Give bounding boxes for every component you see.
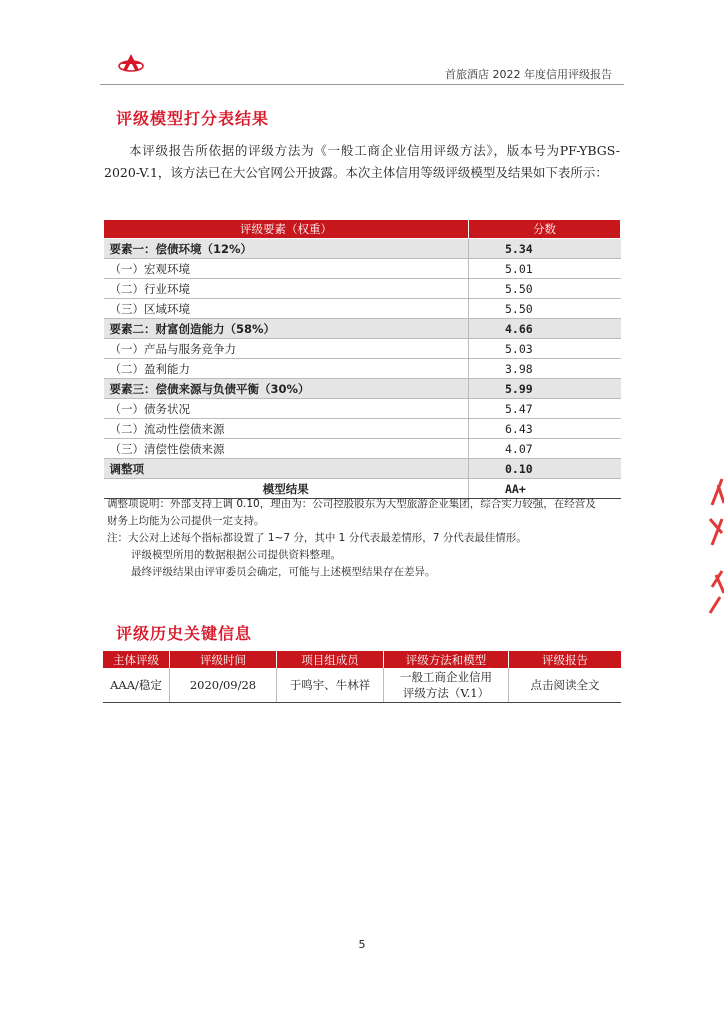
section-title-history: 评级历史关键信息 <box>116 624 253 643</box>
factor-score: 5.47 <box>469 399 621 419</box>
history-date: 2020/09/28 <box>170 668 277 703</box>
history-method <box>384 668 509 703</box>
table-row <box>104 439 621 459</box>
data-source-note: 评级模型所用的数据根据公司提供资料整理。 <box>131 549 341 561</box>
factor-name: （二）流动性偿债来源 <box>104 419 469 439</box>
intro-paragraph <box>104 140 620 184</box>
header-factor: 评级要素（权重） <box>104 220 469 239</box>
scale-note: 注：大公对上述每个指标都设置了 1~7 分，其中 1 分代表最差情形，7 分代表最佳情形。 <box>107 532 527 544</box>
header-score: 分数 <box>469 220 621 239</box>
table-row <box>104 239 621 259</box>
history-members: 于鸣宇、牛林祥 <box>277 668 384 703</box>
factor-name: （三）清偿性偿债来源 <box>104 439 469 459</box>
intro-text: 本评级报告所依据的评级方法为《一般工商企业信用评级方法》，版本号为PF-YBGS-2020-V.1，该方法已在大公官网公开披露。本次主体信用等级评级模型及结果如下表所示： <box>104 143 620 180</box>
factor-name: 要素三：偿债来源与负债平衡（30%） <box>104 379 469 399</box>
history-method-line2: 评级方法（V.1） <box>402 686 490 700</box>
factor-score: 5.50 <box>469 299 621 319</box>
factor-score: 6.43 <box>469 419 621 439</box>
factor-score: 0.10 <box>469 459 621 479</box>
section-title-model-score: 评级模型打分表结果 <box>116 109 270 128</box>
notes-block <box>107 496 623 581</box>
factor-name: 模型结果 <box>104 479 469 499</box>
table-row <box>104 339 621 359</box>
header-date: 评级时间 <box>170 651 277 668</box>
final-result-note: 最终评级结果由评审委员会确定，可能与上述模型结果存在差异。 <box>131 566 436 578</box>
factor-score: 5.03 <box>469 339 621 359</box>
score-table-header <box>104 220 621 239</box>
header-rating: 主体评级 <box>103 651 170 668</box>
factor-name: 要素一：偿债环境（12%） <box>104 239 469 259</box>
factor-name: （二）盈利能力 <box>104 359 469 379</box>
factor-score: 5.50 <box>469 279 621 299</box>
seal-stamp-fragment <box>708 475 724 621</box>
factor-score: AA+ <box>469 479 621 499</box>
header-members: 项目组成员 <box>277 651 384 668</box>
factor-score: 5.34 <box>469 239 621 259</box>
adjust-note-line2: 财务上均能为公司提供一定支持。 <box>107 515 265 527</box>
history-rating: AAA/稳定 <box>103 668 170 703</box>
history-table <box>103 651 621 703</box>
table-row <box>104 399 621 419</box>
table-row <box>104 419 621 439</box>
seal-stamp-icon <box>708 475 724 615</box>
factor-score: 5.99 <box>469 379 621 399</box>
table-row <box>104 359 621 379</box>
factor-name: （一）产品与服务竞争力 <box>104 339 469 359</box>
history-table-header <box>103 651 621 668</box>
factor-name: （三）区域环境 <box>104 299 469 319</box>
factor-score: 3.98 <box>469 359 621 379</box>
factor-name: （一）宏观环境 <box>104 259 469 279</box>
table-row <box>104 319 621 339</box>
table-row <box>103 668 621 703</box>
page-number: 5 <box>358 938 366 951</box>
table-row <box>104 379 621 399</box>
header-divider <box>100 84 624 85</box>
header-report: 评级报告 <box>509 651 622 668</box>
company-logo <box>118 52 144 74</box>
score-table <box>103 219 621 499</box>
factor-name: 调整项 <box>104 459 469 479</box>
table-row <box>104 299 621 319</box>
history-method-line1: 一般工商企业信用 <box>400 670 492 684</box>
table-row <box>104 259 621 279</box>
factor-name: （二）行业环境 <box>104 279 469 299</box>
header-title: 首旅酒店 2022 年度信用评级报告 <box>445 68 612 81</box>
table-row <box>104 459 621 479</box>
factor-name: （一）债务状况 <box>104 399 469 419</box>
header-method: 评级方法和模型 <box>384 651 509 668</box>
factor-name: 要素二：财富创造能力（58%） <box>104 319 469 339</box>
factor-score: 4.07 <box>469 439 621 459</box>
factor-score: 4.66 <box>469 319 621 339</box>
table-row <box>104 279 621 299</box>
history-report-link[interactable]: 点击阅读全文 <box>509 668 622 703</box>
adjust-note-line1: 调整项说明：外部支持上调 0.10，理由为：公司控股股东为大型旅游企业集团，综合实力较强，在经营及 <box>107 498 596 510</box>
factor-score: 5.01 <box>469 259 621 279</box>
